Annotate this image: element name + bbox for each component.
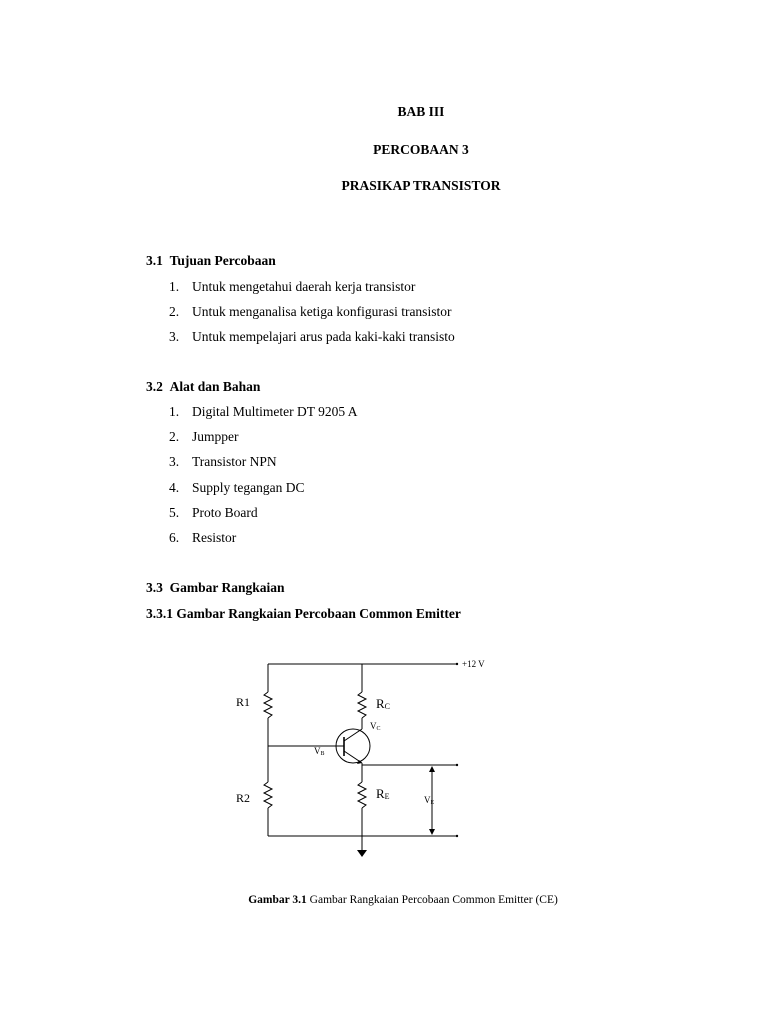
- list-item: 2. Untuk menganalisa ketiga konfigurasi transistor: [169, 304, 452, 320]
- document-title: PRASIKAP TRANSISTOR: [341, 178, 501, 193]
- section-alat-heading: [146, 379, 260, 395]
- vc-label: VC: [370, 721, 381, 732]
- re-resistor: [358, 782, 366, 808]
- chapter-heading: BAB III: [397, 104, 445, 119]
- list-item: 1. Digital Multimeter DT 9205 A: [169, 404, 358, 419]
- subsection-title: Gambar Rangkaian Percobaan Common Emitter: [176, 606, 461, 621]
- list-item: 1. Untuk mengetahui daerah kerja transistor: [169, 279, 416, 294]
- list-item: 2. Jumpper: [169, 429, 239, 445]
- section-gambar-heading: [146, 580, 285, 596]
- subsection-ce-heading: [146, 606, 461, 622]
- list-item: 6. Resistor: [169, 529, 237, 545]
- list-item: 4. Supply tegangan DC: [169, 479, 305, 495]
- supply-label: +12 V: [462, 659, 485, 669]
- list-item: 3. Untuk mempelajari arus pada kaki-kaki transisto: [169, 329, 455, 345]
- ve-label: VE: [424, 795, 435, 806]
- section-tujuan-heading: [146, 253, 276, 269]
- r1-resistor: [264, 692, 272, 718]
- caption-text: Gambar Rangkaian Percobaan Common Emitter (CE): [309, 894, 558, 906]
- rc-resistor: [358, 692, 366, 718]
- list-item: 3. Transistor NPN: [169, 454, 277, 470]
- section-number: 3.1: [146, 253, 163, 268]
- figure-caption: [0, 893, 768, 907]
- experiment-heading: PERCOBAAN 3: [373, 142, 469, 157]
- section-title: Tujuan Percobaan: [169, 253, 276, 268]
- section-title: Gambar Rangkaian: [169, 580, 285, 595]
- section-number: 3.2: [146, 379, 163, 394]
- vb-label: VB: [314, 746, 325, 757]
- caption-label: Gambar 3.1: [248, 894, 307, 906]
- rc-label: RC: [376, 696, 391, 711]
- alat-list: [169, 404, 358, 555]
- r2-label: R2: [236, 791, 251, 805]
- ground-arrow: [357, 850, 367, 857]
- subsection-number: 3.3.1: [146, 606, 173, 621]
- r2-resistor: [264, 782, 272, 808]
- section-number: 3.3: [146, 580, 163, 595]
- common-emitter-circuit: [220, 648, 510, 868]
- r1-label: R1: [236, 695, 251, 709]
- section-title: Alat dan Bahan: [169, 379, 261, 394]
- re-label: RE: [376, 786, 390, 801]
- tujuan-list: [169, 279, 455, 355]
- list-item: 5. Proto Board: [169, 504, 258, 520]
